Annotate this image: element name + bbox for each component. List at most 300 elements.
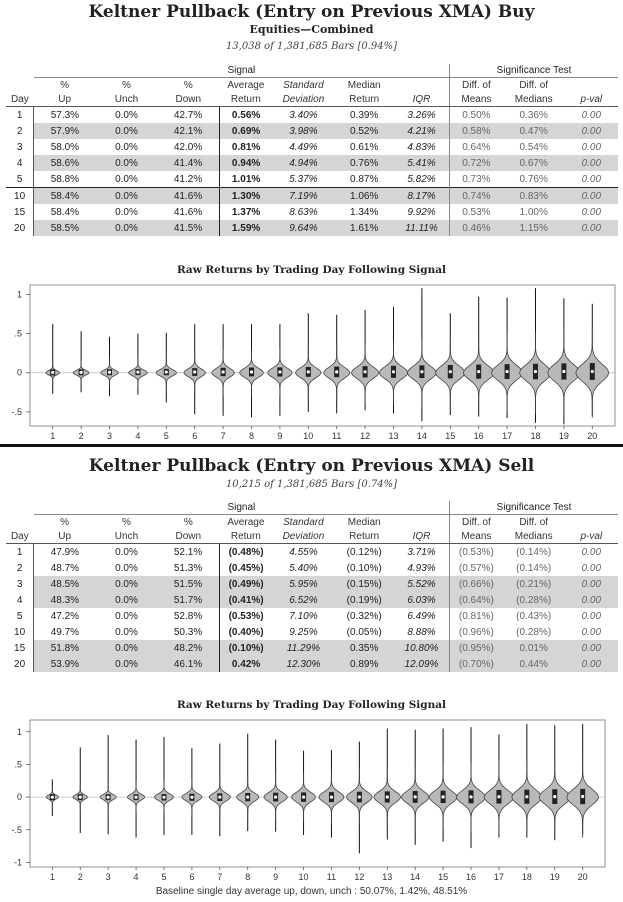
table-cell: 5.82% <box>407 173 436 185</box>
table-cell: 0.76% <box>334 155 394 171</box>
column-header <box>6 515 34 530</box>
table-cell: 9.25% <box>289 626 318 638</box>
column-header: Unch <box>96 92 158 107</box>
table-row <box>6 171 618 188</box>
table-cell: 48.2% <box>157 640 219 656</box>
median-marker <box>162 796 165 799</box>
table-cell: 11.11% <box>394 220 449 236</box>
table-cell: 41.6% <box>157 188 219 205</box>
table-row <box>6 592 618 608</box>
column-header: Return <box>334 529 394 544</box>
table-cell: 41.4% <box>157 155 219 171</box>
column-header: Average <box>227 79 265 91</box>
table-cell: 0.0% <box>115 206 138 218</box>
table-cell: 0.00 <box>565 188 618 205</box>
median-marker <box>79 796 82 799</box>
table-cell: 4.21% <box>394 123 449 139</box>
median-marker <box>80 371 83 374</box>
column-header: IQR <box>394 529 449 544</box>
median-marker <box>386 795 389 798</box>
table-row <box>6 123 618 139</box>
table-cell: 48.5% <box>34 576 96 592</box>
table-cell: 9.92% <box>407 206 436 218</box>
median-marker <box>477 370 480 373</box>
table-cell: 3.98% <box>273 123 335 139</box>
x-tick-label: 1 <box>50 431 56 441</box>
table-cell: 0.73% <box>449 171 502 188</box>
table-row <box>6 576 618 592</box>
median-marker <box>414 795 417 798</box>
y-tick-label: 1 <box>16 289 22 300</box>
median-marker <box>363 370 366 373</box>
median-marker <box>107 796 110 799</box>
table-cell: 0.0% <box>115 626 138 638</box>
table-cell: 0.0% <box>96 576 158 592</box>
table-cell: (0.28%) <box>503 592 565 608</box>
x-tick-label: 10 <box>298 872 309 882</box>
x-tick-label: 9 <box>273 872 279 882</box>
table-cell: 0.00 <box>581 626 602 638</box>
x-tick-label: 12 <box>360 431 371 441</box>
panel-title: Keltner Pullback (Entry on Previous XMA) Buy <box>88 2 535 22</box>
table-cell: 2 <box>16 562 23 574</box>
table-cell: (0.70%) <box>449 656 502 672</box>
table-cell: 58.4% <box>34 188 96 205</box>
section-divider <box>0 444 623 447</box>
table-cell: 0.83% <box>503 188 565 205</box>
table-cell: 0.89% <box>334 656 394 672</box>
table-cell: (0.53%) <box>219 608 272 624</box>
table-cell: 0.54% <box>519 141 548 153</box>
median-marker <box>534 370 537 373</box>
x-tick-label: 13 <box>388 431 399 441</box>
table-cell: 6.52% <box>273 592 335 608</box>
column-header: Means <box>449 529 502 544</box>
table-cell: (0.14%) <box>516 562 552 574</box>
table-cell: (0.41%) <box>219 592 272 608</box>
column-header: % <box>60 516 70 528</box>
bars-note: 13,038 of 1,381,685 Bars [0.94%] <box>225 41 398 52</box>
table-cell: 57.3% <box>34 107 96 124</box>
x-tick-label: 2 <box>77 872 83 882</box>
x-tick-label: 14 <box>416 431 427 441</box>
table-cell: (0.81%) <box>449 608 502 624</box>
table-row <box>6 560 618 576</box>
panel-title: Keltner Pullback (Entry on Previous XMA) Sell <box>88 456 535 476</box>
column-header: Up <box>34 92 96 107</box>
table-cell: 1.01% <box>219 171 272 188</box>
table-cell: 0.67% <box>503 155 565 171</box>
column-header: IQR <box>394 92 449 107</box>
table-cell: (0.10%) <box>346 562 382 574</box>
column-header: Return <box>334 92 394 107</box>
column-header: Unch <box>96 529 158 544</box>
table-cell: 0.58% <box>449 123 502 139</box>
table-cell: 52.1% <box>173 546 203 558</box>
table-cell: 0.0% <box>96 592 158 608</box>
median-marker <box>497 795 500 798</box>
table-cell: 3.40% <box>289 109 318 121</box>
median-marker <box>190 796 193 799</box>
table-cell: 0.00 <box>581 109 602 121</box>
table-row <box>6 624 618 640</box>
table-cell: 53.9% <box>34 656 96 672</box>
table-cell: 0.00 <box>565 592 618 608</box>
column-header: Means <box>449 92 502 107</box>
table-cell: 41.2% <box>173 173 203 185</box>
table-cell: 41.6% <box>173 206 203 218</box>
plot-frame <box>30 285 615 426</box>
median-marker <box>302 796 305 799</box>
table-cell: 0.0% <box>115 562 138 574</box>
table-cell: 48.7% <box>34 560 96 576</box>
x-tick-label: 9 <box>277 431 283 441</box>
table-cell: 47.2% <box>34 608 96 624</box>
bars-note: 10,215 of 1,381,685 Bars [0.74%] <box>225 479 398 490</box>
median-marker <box>222 370 225 373</box>
table-cell: 47.9% <box>34 544 96 561</box>
x-tick-label: 19 <box>549 872 560 882</box>
table-cell: 50.3% <box>173 626 203 638</box>
table-cell: 57.9% <box>34 123 96 139</box>
table-cell: 51.8% <box>34 640 96 656</box>
group-spacer <box>6 501 34 515</box>
table-cell: (0.45%) <box>219 560 272 576</box>
table-cell: (0.19%) <box>334 592 394 608</box>
table-cell: 4.94% <box>273 155 335 171</box>
table-cell: 0.0% <box>115 546 138 558</box>
median-marker <box>358 795 361 798</box>
table-cell: 5.95% <box>273 576 335 592</box>
table-cell: 12.30% <box>273 656 335 672</box>
table-cell: 4 <box>16 594 23 606</box>
median-marker <box>442 795 445 798</box>
column-header: % <box>183 79 193 91</box>
table-cell: 0.00 <box>565 220 618 236</box>
median-marker <box>420 370 423 373</box>
table-cell: (0.66%) <box>449 576 502 592</box>
table-cell: 5.41% <box>394 155 449 171</box>
column-header: Day <box>6 92 34 107</box>
table-cell: (0.57%) <box>449 560 502 576</box>
table-cell: (0.32%) <box>346 610 382 622</box>
table-row <box>6 544 618 561</box>
x-tick-label: 10 <box>303 431 314 441</box>
x-tick-label: 12 <box>354 872 365 882</box>
table-cell: 6.49% <box>407 610 436 622</box>
column-header <box>565 78 618 93</box>
table-cell: 0.44% <box>503 656 565 672</box>
column-header: % <box>122 79 131 91</box>
x-tick-label: 4 <box>133 872 139 882</box>
y-tick-label: 1 <box>16 726 22 737</box>
table-cell: (0.48%) <box>219 544 272 561</box>
table-cell: 58.5% <box>34 220 96 236</box>
median-marker <box>335 370 338 373</box>
y-tick-label: -1 <box>13 857 22 868</box>
table-cell: 0.42% <box>219 656 272 672</box>
column-header <box>394 78 449 93</box>
table-cell: 42.7% <box>173 109 203 121</box>
x-tick-label: 8 <box>248 431 255 441</box>
table-cell: 0.0% <box>115 141 138 153</box>
table-cell: (0.05%) <box>346 626 382 638</box>
column-header: Standard <box>283 516 324 528</box>
x-tick-label: 6 <box>192 431 198 441</box>
table-cell: 7.19% <box>273 188 335 205</box>
table-cell: 51.3% <box>173 562 203 574</box>
table-cell: 48.3% <box>34 592 96 608</box>
table-cell: (0.21%) <box>503 576 565 592</box>
table-cell: 1.06% <box>334 188 394 205</box>
median-marker <box>51 371 54 374</box>
median-marker <box>250 370 253 373</box>
table-cell: 0.36% <box>519 109 548 121</box>
x-tick-label: 20 <box>587 431 598 441</box>
significance-group-label: Significance Test <box>449 501 618 515</box>
table-cell: 15 <box>14 642 26 654</box>
table-cell: (0.49%) <box>219 576 272 592</box>
significance-group-label: Significance Test <box>449 64 618 78</box>
table-cell: 10.80% <box>394 640 449 656</box>
column-header: Diff. of <box>519 516 549 528</box>
y-tick-label: .5 <box>14 328 22 339</box>
median-marker <box>581 795 584 798</box>
table-cell: 11.29% <box>273 640 335 656</box>
median-marker <box>562 370 565 373</box>
median-marker <box>136 371 139 374</box>
table-cell: 0.52% <box>334 123 394 139</box>
table-cell: 1.59% <box>219 220 272 236</box>
y-tick-label: -.5 <box>11 406 22 417</box>
x-tick-label: 19 <box>558 431 569 441</box>
violin-chart <box>0 281 623 441</box>
table-cell: 58.6% <box>34 155 96 171</box>
table-cell: 9.64% <box>273 220 335 236</box>
signal-group-label: Signal <box>34 64 450 78</box>
column-header: % <box>122 516 131 528</box>
median-marker <box>51 796 54 799</box>
table-cell: 1.15% <box>503 220 565 236</box>
table-cell: 0.00 <box>581 173 602 185</box>
x-tick-label: 17 <box>493 872 504 882</box>
column-header: Medians <box>503 92 565 107</box>
column-header: Median <box>347 79 381 91</box>
table-cell: 58.0% <box>34 139 96 155</box>
table-cell: 5 <box>16 610 23 622</box>
column-header: Average <box>227 516 265 528</box>
table-cell: 0.00 <box>565 123 618 139</box>
column-header: p-val <box>565 529 618 544</box>
table-cell: (0.96%) <box>449 624 502 640</box>
baseline-footer: Baseline single day average up, down, unch : 50.07%, 1.42%, 48.51% <box>155 886 468 897</box>
median-marker <box>525 795 528 798</box>
table-cell: 0.00 <box>565 155 618 171</box>
column-header: Down <box>157 92 219 107</box>
signal-group-label: Signal <box>34 501 450 515</box>
x-tick-label: 3 <box>105 872 111 882</box>
table-cell: 5 <box>16 173 23 185</box>
table-cell: 0.56% <box>219 107 272 124</box>
table-cell: 2 <box>16 125 23 137</box>
table-cell: 0.00 <box>581 610 602 622</box>
table-cell: 52.8% <box>173 610 203 622</box>
table-cell: 1.34% <box>350 206 379 218</box>
column-header: Deviation <box>273 529 335 544</box>
column-header: Medians <box>503 529 565 544</box>
column-header: Day <box>6 529 34 544</box>
table-cell: 0.74% <box>449 188 502 205</box>
x-tick-label: 15 <box>445 431 456 441</box>
table-cell: 49.7% <box>34 624 96 640</box>
table-cell: 0.0% <box>96 220 158 236</box>
median-marker <box>193 370 196 373</box>
table-cell: 51.7% <box>157 592 219 608</box>
median-marker <box>218 796 221 799</box>
median-marker <box>449 370 452 373</box>
table-cell: 0.00 <box>581 562 602 574</box>
table-cell: 1.61% <box>334 220 394 236</box>
median-marker <box>392 370 395 373</box>
table-cell: 7.10% <box>289 610 318 622</box>
table-cell: 0.0% <box>115 109 138 121</box>
table-cell: 46.1% <box>157 656 219 672</box>
table-cell: 10 <box>6 188 34 205</box>
x-tick-label: 18 <box>530 431 541 441</box>
table-cell: 0.00 <box>565 640 618 656</box>
stats-table <box>6 64 618 236</box>
x-tick-label: 4 <box>135 431 141 441</box>
x-tick-label: 20 <box>577 872 588 882</box>
table-cell: 0.0% <box>96 123 158 139</box>
table-cell: 51.5% <box>157 576 219 592</box>
median-marker <box>134 796 137 799</box>
table-cell: 15 <box>14 206 26 218</box>
x-tick-label: 1 <box>49 872 55 882</box>
x-tick-label: 8 <box>245 872 251 882</box>
violin-chart <box>0 716 623 884</box>
table-cell: 0.69% <box>219 123 272 139</box>
median-marker <box>108 371 111 374</box>
column-header: Diff. of <box>519 79 549 91</box>
table-cell: 0.47% <box>503 123 565 139</box>
median-marker <box>278 370 281 373</box>
table-cell: 0.81% <box>219 139 272 155</box>
x-tick-label: 11 <box>332 431 342 441</box>
table-cell: 0.61% <box>350 141 379 153</box>
table-cell: 3.26% <box>407 109 436 121</box>
table-cell: (0.43%) <box>516 610 552 622</box>
x-tick-label: 7 <box>220 431 226 441</box>
x-tick-label: 13 <box>382 872 393 882</box>
x-tick-label: 3 <box>107 431 113 441</box>
table-cell: 0.50% <box>449 107 502 124</box>
table-cell: 0.39% <box>350 109 379 121</box>
chart-title: Raw Returns by Trading Day Following Signal <box>176 264 447 276</box>
table-cell: 0.64% <box>449 139 502 155</box>
column-header <box>565 515 618 530</box>
table-cell: 0.53% <box>449 204 502 220</box>
table-cell: 4.55% <box>289 546 318 558</box>
table-cell: 58.4% <box>34 204 96 220</box>
stats-table <box>6 501 618 672</box>
table-cell: 5.40% <box>289 562 318 574</box>
table-cell: 0.00 <box>565 656 618 672</box>
table-row <box>6 139 618 155</box>
table-cell: (0.53%) <box>449 544 502 561</box>
x-tick-label: 16 <box>466 872 477 882</box>
table-row <box>6 656 618 672</box>
x-tick-label: 7 <box>217 872 223 882</box>
column-header <box>394 515 449 530</box>
panel-subtitle: Equities—Combined <box>249 23 374 36</box>
median-marker <box>469 795 472 798</box>
column-header: Standard <box>283 79 324 91</box>
table-cell: 0.87% <box>350 173 379 185</box>
y-tick-label: 0 <box>16 792 22 803</box>
table-row <box>6 188 618 205</box>
table-cell: 4 <box>16 157 23 169</box>
group-spacer <box>6 64 34 78</box>
chart-title: Raw Returns by Trading Day Following Signal <box>176 699 447 711</box>
table-cell: 0.00 <box>565 576 618 592</box>
table-cell: (0.95%) <box>449 640 502 656</box>
column-header: % <box>60 79 70 91</box>
table-cell: 42.1% <box>157 123 219 139</box>
table-cell: 4.49% <box>289 141 318 153</box>
table-row <box>6 107 618 124</box>
table-cell: 3 <box>16 578 23 590</box>
x-tick-label: 6 <box>189 872 195 882</box>
median-marker <box>307 370 310 373</box>
table-cell: 0.0% <box>96 188 158 205</box>
table-cell: (0.12%) <box>346 546 382 558</box>
x-tick-label: 18 <box>521 872 532 882</box>
table-cell: 0.35% <box>334 640 394 656</box>
table-cell: 0.00 <box>581 206 602 218</box>
column-header: Diff. of <box>449 78 502 93</box>
x-tick-label: 15 <box>438 872 449 882</box>
table-cell: 3.71% <box>407 546 436 558</box>
x-tick-label: 17 <box>502 431 513 441</box>
table-cell: 0.0% <box>96 155 158 171</box>
table-cell: (0.28%) <box>516 626 552 638</box>
table-cell: 0.72% <box>449 155 502 171</box>
median-marker <box>553 795 556 798</box>
column-header: % <box>183 516 193 528</box>
y-tick-label: -.5 <box>11 824 22 835</box>
median-marker <box>165 370 168 373</box>
x-tick-label: 5 <box>161 872 167 882</box>
table-cell: 5.52% <box>394 576 449 592</box>
table-cell: 5.37% <box>289 173 318 185</box>
column-header: Down <box>157 529 219 544</box>
table-cell: 20 <box>14 222 26 234</box>
x-tick-label: 16 <box>473 431 484 441</box>
table-cell: 0.00 <box>581 141 602 153</box>
table-cell: (0.14%) <box>516 546 552 558</box>
table-cell: 8.17% <box>394 188 449 205</box>
column-header: Return <box>219 529 272 544</box>
column-header: Diff. of <box>449 515 502 530</box>
table-cell: (0.40%) <box>219 624 272 640</box>
column-header <box>6 78 34 93</box>
table-cell: 0.0% <box>115 173 138 185</box>
table-cell: 0.01% <box>503 640 565 656</box>
x-tick-label: 2 <box>78 431 84 441</box>
table-cell: (0.10%) <box>219 640 272 656</box>
median-marker <box>274 795 277 798</box>
